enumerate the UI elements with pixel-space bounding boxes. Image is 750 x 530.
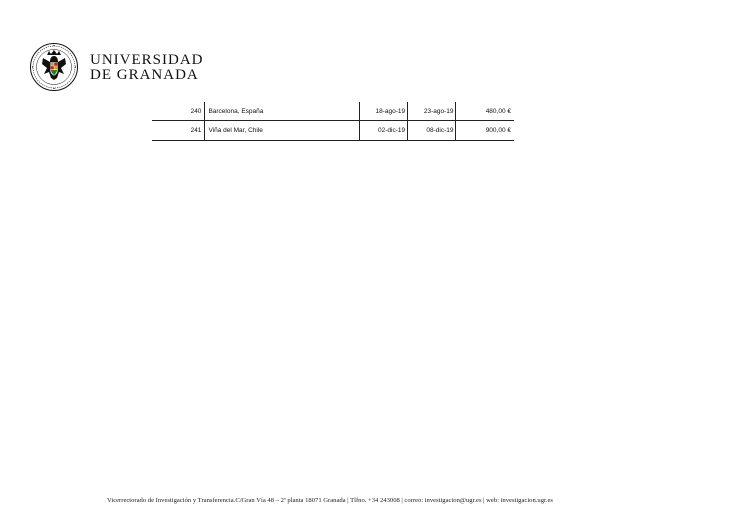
- row-start-date: 18-ago-19: [359, 102, 407, 121]
- university-name-line2: DE GRANADA: [90, 67, 199, 83]
- table-row: [152, 121, 514, 141]
- row-end-date: 08-dic-19: [408, 121, 456, 141]
- row-number: 240: [152, 102, 205, 121]
- university-logo: [29, 42, 229, 92]
- university-name-line1: UNIVERSIDAD: [90, 52, 204, 68]
- travel-table: [152, 102, 514, 141]
- table-row: [152, 102, 514, 121]
- row-end-date: 23-ago-19: [408, 102, 456, 121]
- row-place: Barcelona, España: [205, 102, 359, 121]
- row-number: 241: [152, 121, 205, 141]
- page-footer: Vicerrectorado de Investigación y Transferencia.C/Gran Vía 48 – 2ª planta 18071 Granada | Tlfno. +34 243008 | correo: investigacion@ugr.es | web: investigacion.ugr.es: [107, 497, 553, 504]
- row-amount: 480,00 €: [456, 102, 514, 121]
- row-place: Viña del Mar, Chile: [205, 121, 359, 141]
- university-seal-icon: [29, 42, 79, 92]
- row-amount: 900,00 €: [456, 121, 514, 141]
- row-start-date: 02-dic-19: [359, 121, 407, 141]
